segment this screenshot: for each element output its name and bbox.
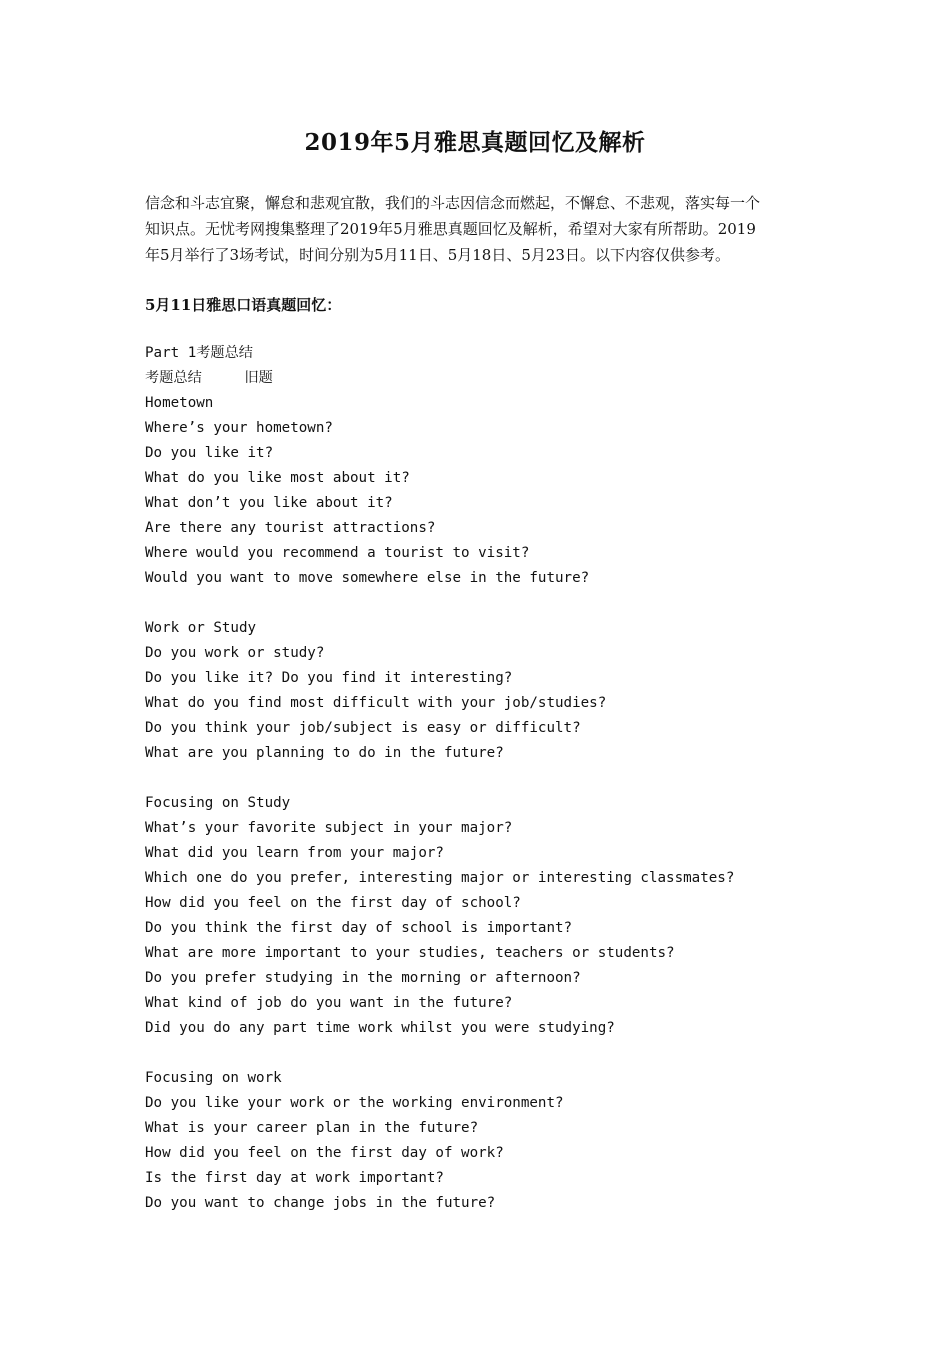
text-line: 考题总结 旧题 (145, 370, 273, 386)
blank-line (145, 1041, 805, 1066)
text-line: Focusing on Study (145, 795, 291, 811)
text-line: What is your career plan in the future? (145, 1120, 479, 1136)
text-line: Do you like it? Do you find it interesting? (145, 670, 513, 686)
blank-line (145, 591, 805, 616)
page-title: 2019年5月雅思真题回忆及解析 (304, 129, 646, 156)
text-line: Where would you recommend a tourist to visit? (145, 545, 530, 561)
text-line: How did you feel on the first day of school? (145, 895, 521, 911)
text-line: What’s your favorite subject in your major? (145, 820, 513, 836)
text-line: What did you learn from your major? (145, 845, 444, 861)
text-line: Would you want to move somewhere else in the future? (145, 570, 590, 586)
text-line: Do you think the first day of school is important? (145, 920, 573, 936)
text-line: What are you planning to do in the future? (145, 745, 504, 761)
text-line: Did you do any part time work whilst you were studying? (145, 1020, 615, 1036)
text-line: What do you find most difficult with your job/studies? (145, 695, 607, 711)
text-line: What don’t you like about it? (145, 495, 393, 511)
text-line: Do you like it? (145, 445, 274, 461)
section-heading: 5月11日雅思口语真题回忆： (145, 296, 342, 314)
blank-line (145, 766, 805, 791)
text-line: Where’s your hometown? (145, 420, 333, 436)
text-line: Do you want to change jobs in the future? (145, 1195, 496, 1211)
text-line: Do you think your job/subject is easy or difficult? (145, 720, 581, 736)
intro-paragraph (145, 190, 810, 268)
text-line: Is the first day at work important? (145, 1170, 444, 1186)
question-list (145, 341, 805, 1216)
intro-line: 年5月举行了3场考试，时间分别为5月11日、5月18日、5月23日。以下内容仅供参考。 (145, 246, 730, 264)
text-line: Which one do you prefer, interesting major or interesting classmates? (145, 870, 735, 886)
text-line: Hometown (145, 395, 214, 411)
text-line: Do you like your work or the working environment? (145, 1095, 564, 1111)
text-line: Work or Study (145, 620, 257, 636)
text-line: Do you work or study? (145, 645, 325, 661)
text-line: How did you feel on the first day of work? (145, 1145, 504, 1161)
text-line: What are more important to your studies, teachers or students? (145, 945, 675, 961)
text-line: Do you prefer studying in the morning or afternoon? (145, 970, 581, 986)
text-line: Focusing on work (145, 1070, 282, 1086)
intro-line: 知识点。无忧考网搜集整理了2019年5月雅思真题回忆及解析，希望对大家有所帮助。2019 (145, 220, 756, 238)
text-line: Are there any tourist attractions? (145, 520, 436, 536)
intro-line: 信念和斗志宜聚，懈怠和悲观宜散，我们的斗志因信念而燃起，不懈怠、不悲观，落实每一个 (145, 194, 761, 212)
text-line: What kind of job do you want in the future? (145, 995, 513, 1011)
text-line: What do you like most about it? (145, 470, 410, 486)
text-line: Part 1考题总结 (145, 345, 253, 361)
